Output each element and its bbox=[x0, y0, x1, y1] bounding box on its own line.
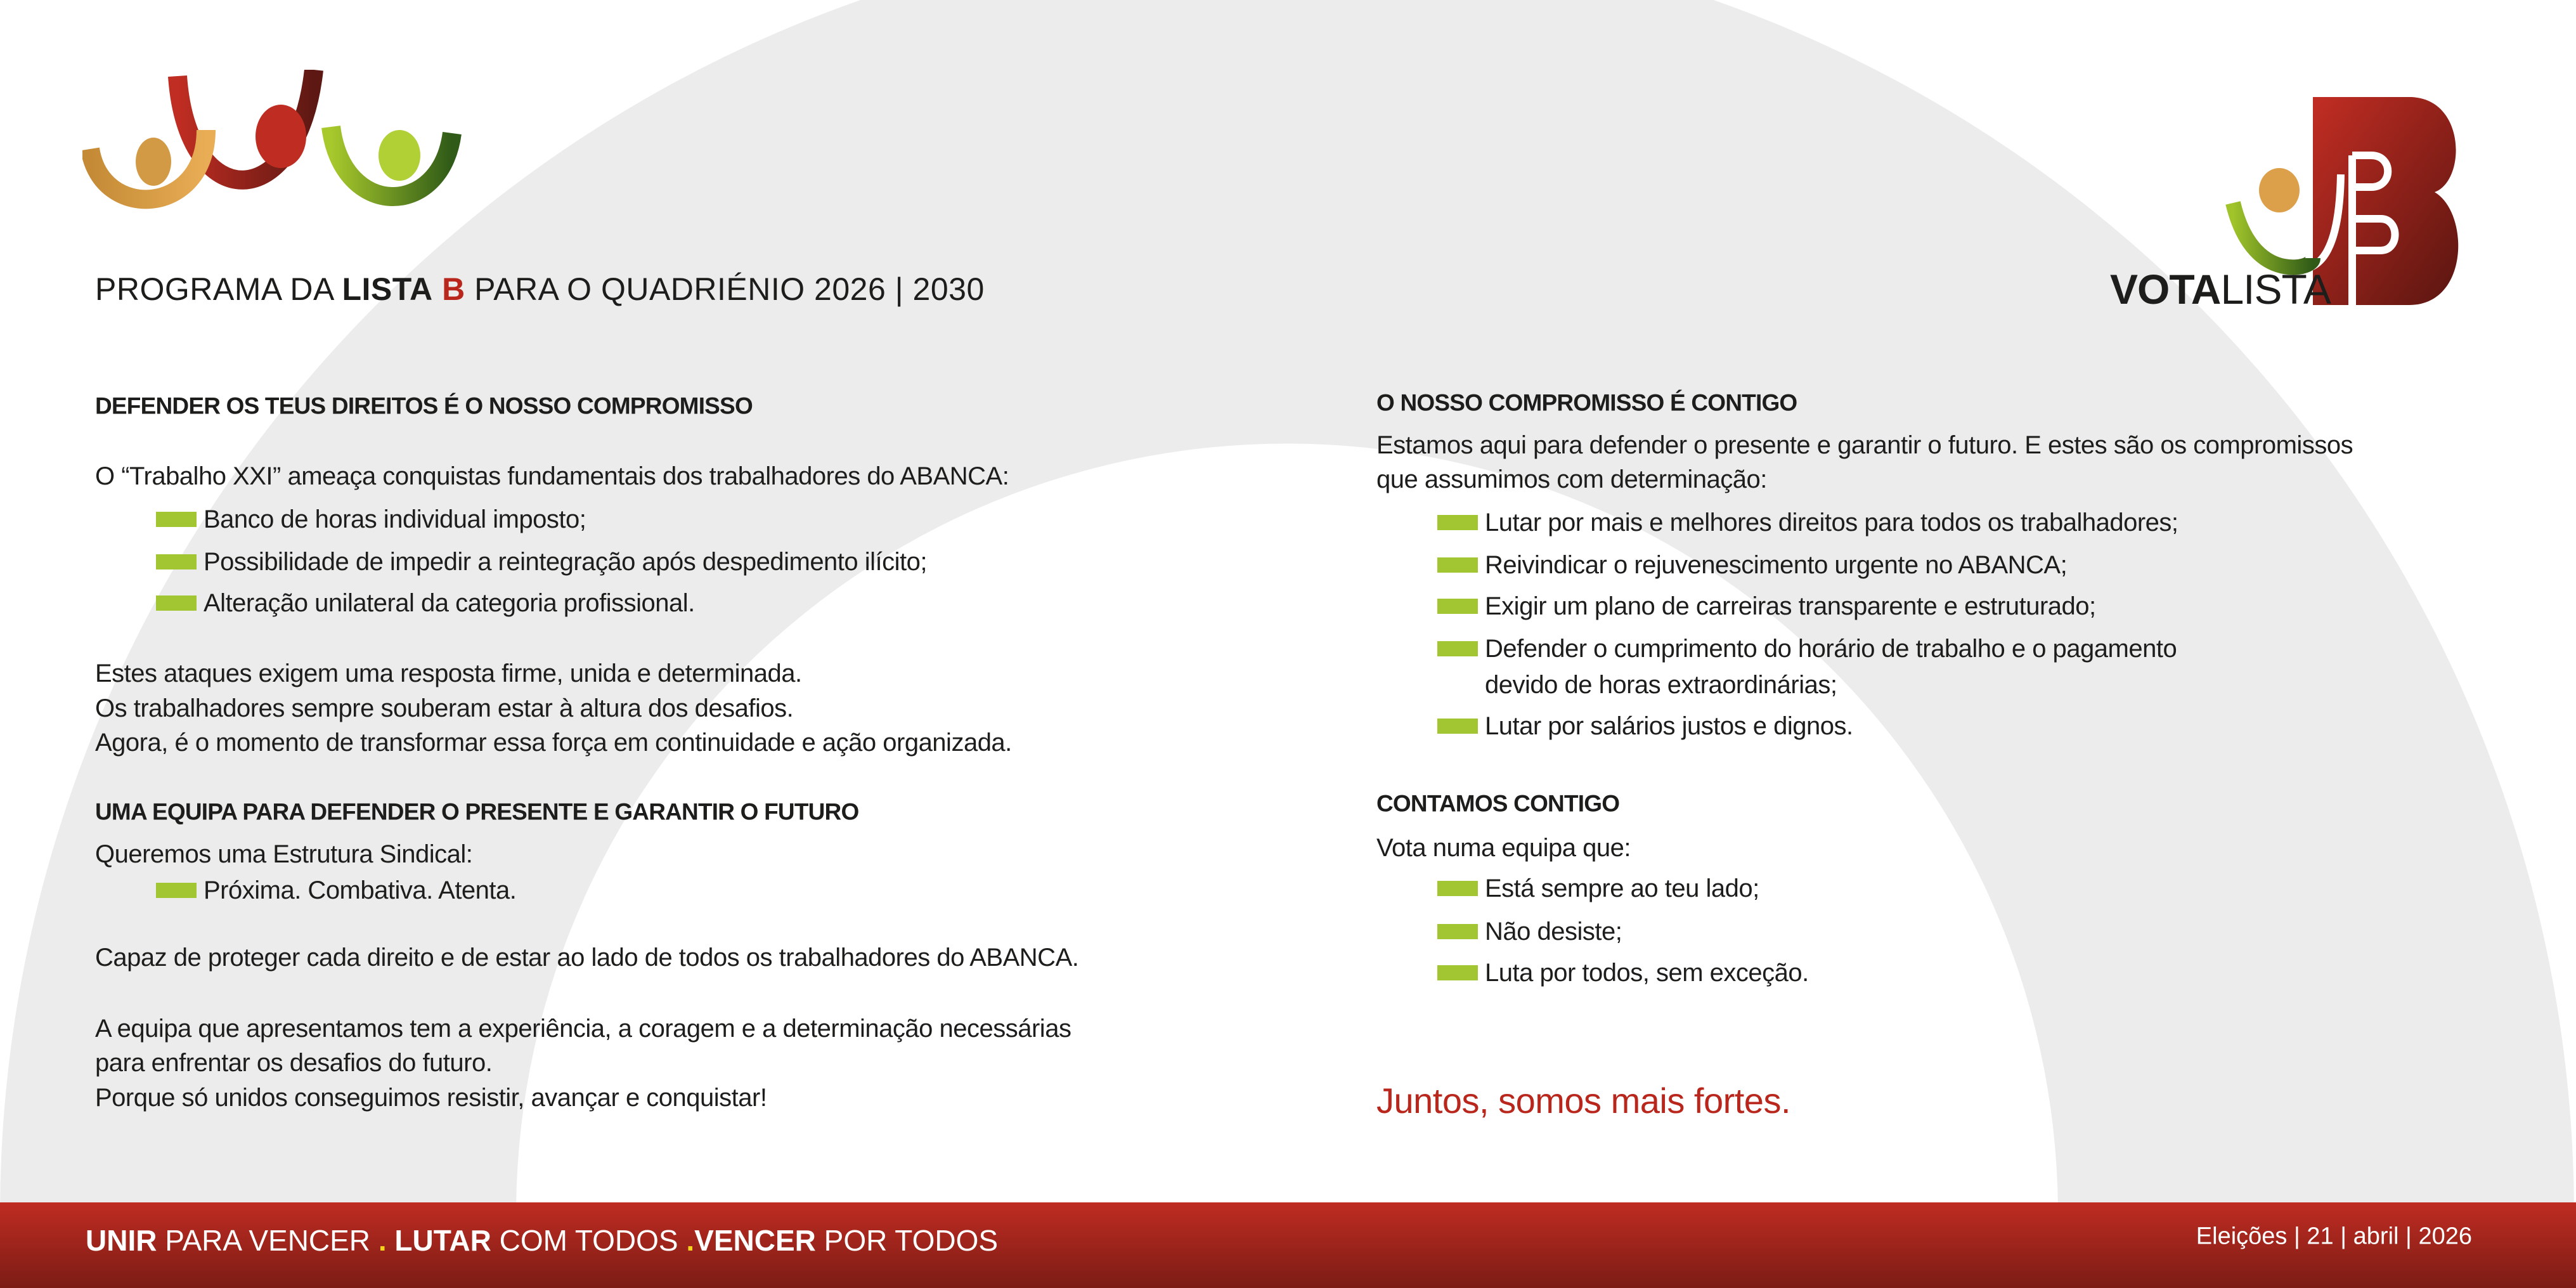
list-item: Próxima. Combativa. Atenta. bbox=[204, 876, 517, 904]
bullet-square-icon bbox=[156, 512, 197, 527]
bullet-square-icon bbox=[156, 883, 197, 898]
list-item: Exigir um plano de carreiras transparente e estruturado; bbox=[1485, 592, 2096, 620]
paragraph-line: Estamos aqui para defender o presente e garantir o futuro. E estes são os compromissos bbox=[1376, 431, 2353, 459]
bullet-square-icon bbox=[1437, 719, 1478, 734]
election-date: Eleições | 21 | abril | 2026 bbox=[2196, 1223, 2472, 1250]
people-logo bbox=[82, 70, 488, 228]
list-item: Lutar por salários justos e dignos. bbox=[1485, 712, 1853, 740]
intro-text: O “Trabalho XXI” ameaça conquistas fundamentais dos trabalhadores do ABANCA: bbox=[95, 462, 1009, 490]
paragraph-line: Porque só unidos conseguimos resistir, avançar e conquistar! bbox=[95, 1084, 767, 1112]
bullet-square-icon bbox=[1437, 924, 1478, 939]
bullet-square-icon bbox=[1437, 641, 1478, 656]
bullet-square-icon bbox=[1437, 515, 1478, 530]
paragraph-line: para enfrentar os desafios do futuro. bbox=[95, 1049, 493, 1077]
list-item: Defender o cumprimento do horário de trabalho e o pagamento bbox=[1485, 635, 2177, 663]
bullet-square-icon bbox=[156, 595, 197, 611]
paragraph-line: Os trabalhadores sempre souberam estar à altura dos desafios. bbox=[95, 694, 794, 722]
paragraph-line: Queremos uma Estrutura Sindical: bbox=[95, 840, 473, 868]
list-item-continuation: devido de horas extraordinárias; bbox=[1485, 671, 1837, 699]
list-item: Lutar por mais e melhores direitos para todos os trabalhadores; bbox=[1485, 509, 2178, 537]
list-item: Alteração unilateral da categoria profissional. bbox=[204, 589, 695, 617]
section-heading-contamos: CONTAMOS CONTIGO bbox=[1376, 790, 1620, 817]
document-title: PROGRAMA DA LISTA B PARA O QUADRIÉNIO 2026 | 2030 bbox=[95, 271, 985, 307]
bullet-square-icon bbox=[1437, 599, 1478, 614]
list-item: Banco de horas individual imposto; bbox=[204, 505, 586, 533]
paragraph-line: A equipa que apresentamos tem a experiência, a coragem e a determinação necessárias bbox=[95, 1015, 1071, 1043]
bullet-square-icon bbox=[1437, 881, 1478, 896]
list-item: Não desiste; bbox=[1485, 918, 1622, 946]
footer-band bbox=[0, 1202, 2576, 1288]
closing-slogan: Juntos, somos mais fortes. bbox=[1376, 1081, 1791, 1121]
footer-slogan: UNIR PARA VENCER . LUTAR COM TODOS .VENCER POR TODOS bbox=[86, 1224, 999, 1257]
bullet-square-icon bbox=[1437, 557, 1478, 573]
bullet-square-icon bbox=[156, 554, 197, 569]
vota-lista-wordmark: VOTALISTA bbox=[2110, 266, 2331, 313]
section-heading-defender: DEFENDER OS TEUS DIREITOS É O NOSSO COMPROMISSO bbox=[95, 393, 753, 419]
list-item: Reivindicar o rejuvenescimento urgente no ABANCA; bbox=[1485, 551, 2068, 579]
list-item: Luta por todos, sem exceção. bbox=[1485, 959, 1809, 987]
paragraph-line: Agora, é o momento de transformar essa força em continuidade e ação organizada. bbox=[95, 729, 1012, 757]
paragraph-line: Vota numa equipa que: bbox=[1376, 834, 1631, 862]
paragraph-line: Capaz de proteger cada direito e de estar ao lado de todos os trabalhadores do ABANCA. bbox=[95, 944, 1079, 972]
section-heading-equipa: UMA EQUIPA PARA DEFENDER O PRESENTE E GARANTIR O FUTURO bbox=[95, 798, 859, 825]
paragraph-line: que assumimos com determinação: bbox=[1376, 465, 1767, 493]
list-item: Possibilidade de impedir a reintegração após despedimento ilícito; bbox=[204, 548, 928, 576]
bullet-square-icon bbox=[1437, 965, 1478, 980]
paragraph-line: Estes ataques exigem uma resposta firme, unida e determinada. bbox=[95, 660, 802, 687]
section-heading-compromisso: O NOSSO COMPROMISSO É CONTIGO bbox=[1376, 389, 1797, 416]
list-item: Está sempre ao teu lado; bbox=[1485, 875, 1759, 902]
